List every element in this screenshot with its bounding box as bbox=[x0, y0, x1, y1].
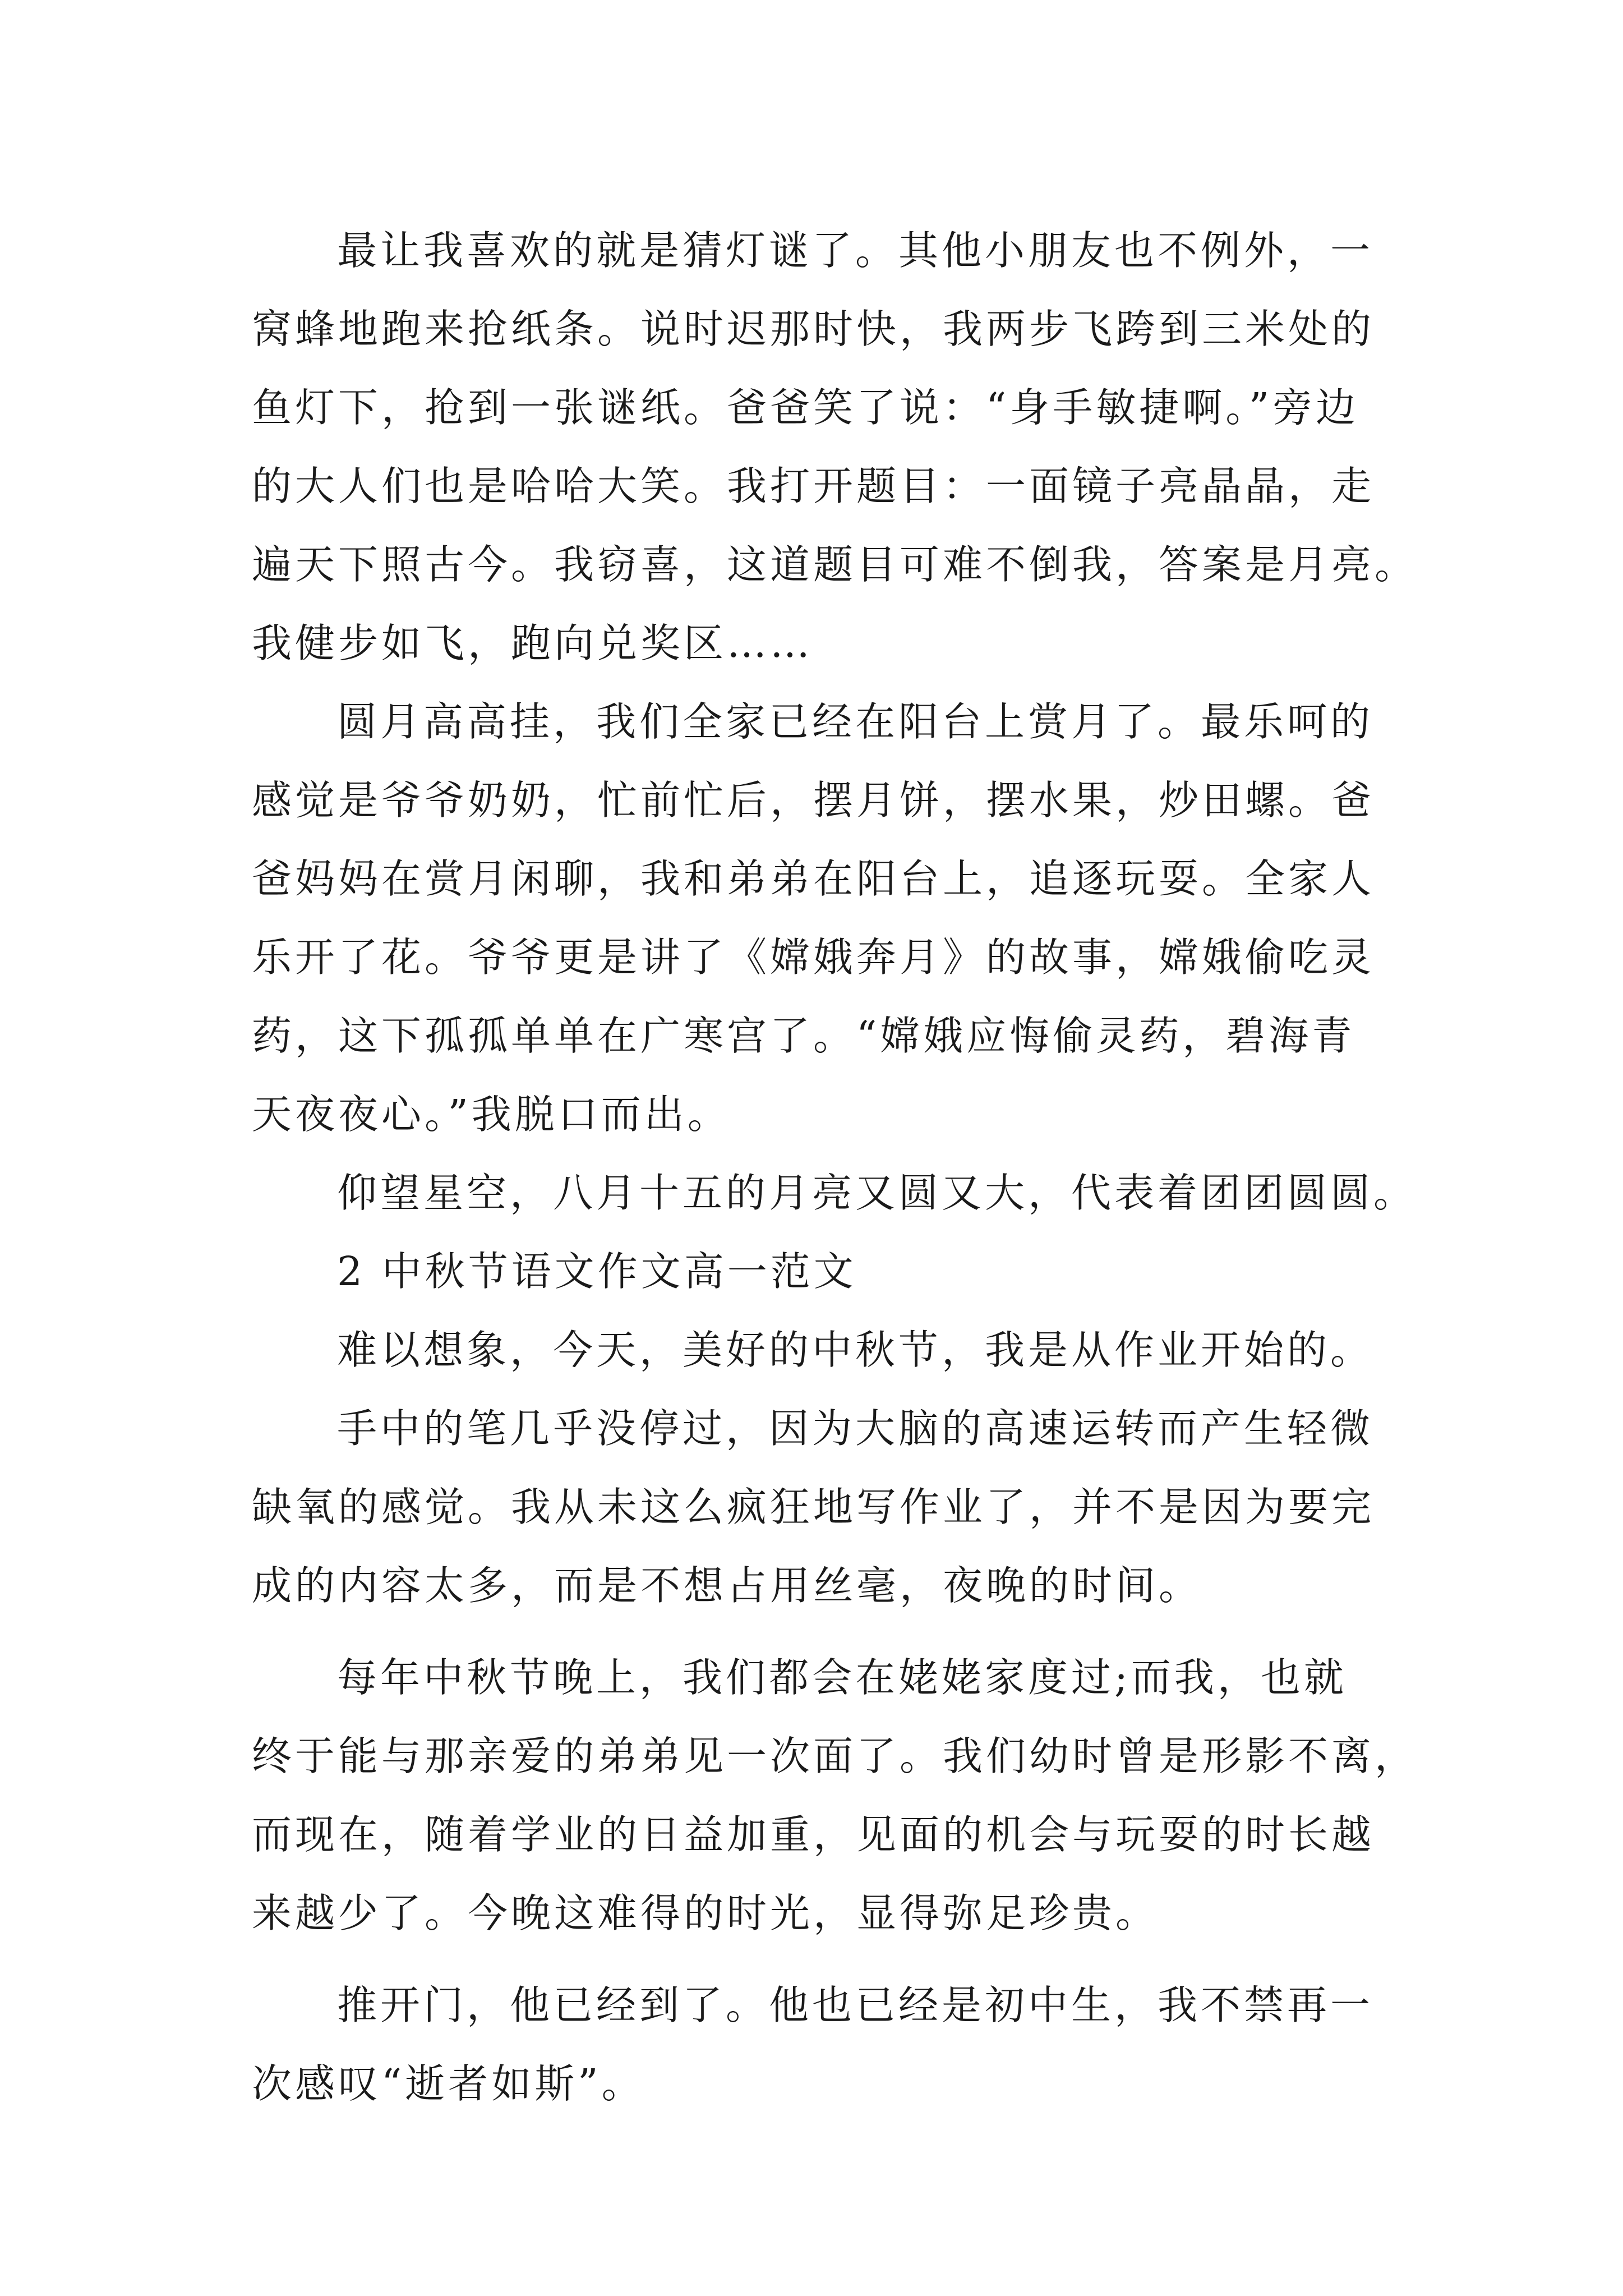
text-line: 仰望星空，八月十五的月亮又圆又大，代表着团团圆圆。 bbox=[337, 1170, 1417, 1216]
text-line: 圆月高高挂，我们全家已经在阳台上赏月了。最乐呵的 bbox=[337, 698, 1374, 745]
text-line: 缺氧的感觉。我从未这么疯狂地写作业了，并不是因为要完 bbox=[252, 1484, 1375, 1530]
text-line: 的大人们也是哈哈大笑。我打开题目：一面镜子亮晶晶，走 bbox=[252, 463, 1375, 509]
text-line: 来越少了。今晚这难得的时光，显得弥足珍贵。 bbox=[252, 1890, 1159, 1936]
text-line: 终于能与那亲爱的弟弟见一次面了。我们幼时曾是形影不离， bbox=[252, 1733, 1418, 1779]
text-line: 乐开了花。爷爷更是讲了《嫦娥奔月》的故事，嫦娥偷吃灵 bbox=[252, 934, 1375, 981]
paragraph-homework-start bbox=[252, 1311, 1379, 1389]
text-line: 手中的笔几乎没停过，因为大脑的高速运转而产生轻微 bbox=[337, 1405, 1374, 1452]
text-line: 而现在，随着学业的日益加重，见面的机会与玩耍的时长越 bbox=[252, 1811, 1375, 1858]
text-line: 爸妈妈在赏月闲聊，我和弟弟在阳台上，追逐玩耍。全家人 bbox=[252, 855, 1375, 902]
text-line: 我健步如飞，跑向兑奖区…… bbox=[252, 620, 814, 666]
text-line: 推开门，他已经到了。他也已经是初中生，我不禁再一 bbox=[337, 1982, 1374, 2028]
paragraph-grandma-house bbox=[252, 1639, 1418, 1953]
text-line: 最让我喜欢的就是猜灯谜了。其他小朋友也不例外，一 bbox=[337, 227, 1374, 274]
text-line: 每年中秋节晚上，我们都会在姥姥家度过;而我，也就 bbox=[337, 1654, 1347, 1701]
text-line: 难以想象，今天，美好的中秋节，我是从作业开始的。 bbox=[337, 1327, 1374, 1373]
text-line: 窝蜂地跑来抢纸条。说时迟那时快，我两步飞跨到三米处的 bbox=[252, 306, 1375, 352]
text-line: 感觉是爷爷奶奶，忙前忙后，摆月饼，摆水果，炒田螺。爸 bbox=[252, 777, 1375, 823]
paragraph-door-open bbox=[252, 1966, 1379, 2123]
text-line: 成的内容太多，而是不想占用丝毫，夜晚的时间。 bbox=[252, 1562, 1202, 1609]
paragraph-homework bbox=[252, 1389, 1379, 1625]
text-line: 药，这下孤孤单单在广寒宫了。“嫦娥应悔偷灵药，碧海青 bbox=[252, 1013, 1355, 1059]
section-title: 2 中秋节语文作文高一范文 bbox=[337, 1248, 857, 1295]
text-line: 鱼灯下，抢到一张谜纸。爸爸笑了说：“身手敏捷啊。”旁边 bbox=[252, 384, 1359, 431]
paragraph-moon-viewing bbox=[252, 683, 1379, 1154]
paragraph-lantern-riddle bbox=[252, 211, 1418, 683]
text-line: 次感叹“逝者如斯”。 bbox=[252, 2060, 645, 2107]
section-heading bbox=[252, 1232, 1379, 1311]
paragraph-starry-sky bbox=[252, 1154, 1417, 1232]
text-line: 遍天下照古今。我窃喜，这道题目可难不倒我，答案是月亮。 bbox=[252, 541, 1418, 588]
document-body bbox=[252, 211, 1418, 2123]
text-line: 天夜夜心。”我脱口而出。 bbox=[252, 1091, 731, 1138]
